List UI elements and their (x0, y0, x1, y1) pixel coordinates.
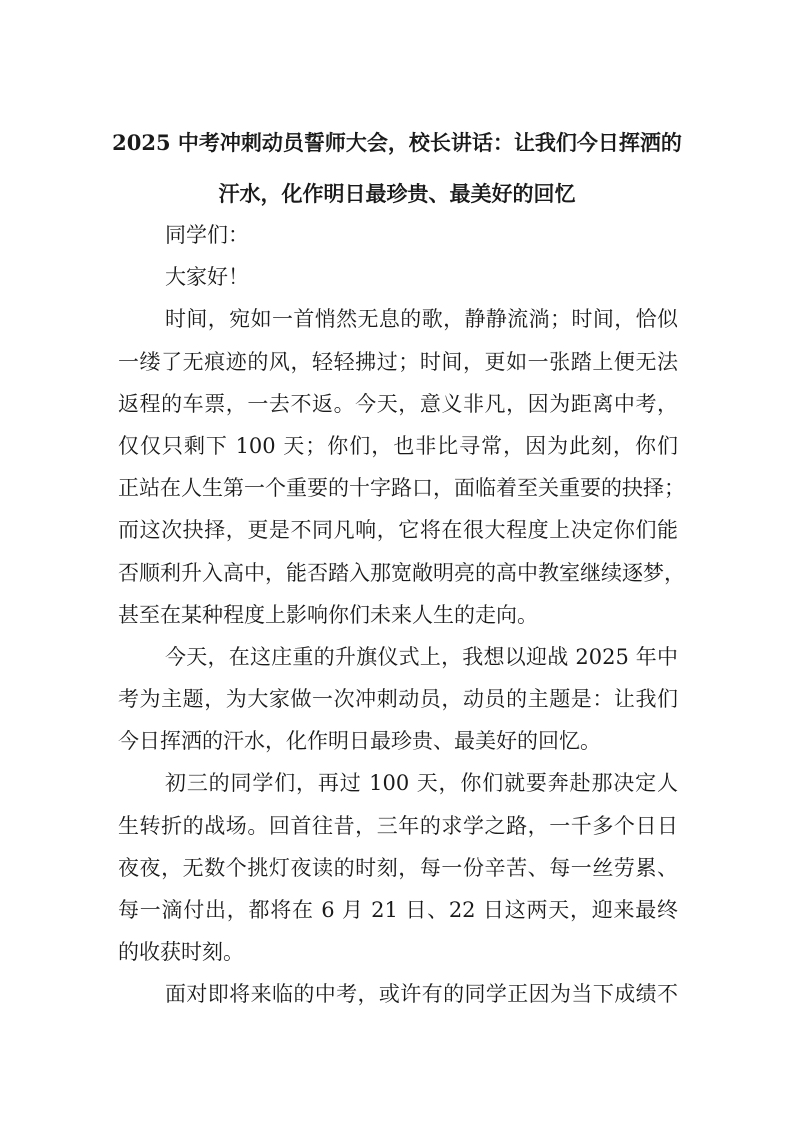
document-title-line-2: 汗水，化作明日最珍贵、最美好的回忆 (218, 181, 576, 206)
paragraph-line: 每一滴付出，都将在 6 月 21 日、22 日这两天，迎来最终 (118, 898, 678, 922)
paragraph-line: 而这次抉择，更是不同凡响，它将在很大程度上决定你们能 (118, 518, 678, 543)
paragraph-line: 时间，宛如一首悄然无息的歌，静静流淌；时间，恰似 (165, 307, 678, 332)
document-body (118, 214, 685, 1016)
salutation: 同学们： (165, 223, 249, 247)
paragraph-line: 今日挥洒的汗水，化作明日最珍贵、最美好的回忆。 (118, 729, 601, 754)
paragraph-line: 的收获时刻。 (118, 940, 244, 965)
paragraph-line: 返程的车票，一去不返。今天，意义非凡，因为距离中考， (118, 391, 678, 416)
paragraph-line: 否顺利升入高中，能否踏入那宽敞明亮的高中教室继续逐梦， (118, 560, 685, 585)
paragraph-line: 今天，在这庄重的升旗仪式上，我想以迎战 2025 年中 (165, 644, 678, 669)
paragraph-line: 初三的同学们，再过 100 天，你们就要奔赴那决定人 (165, 771, 678, 796)
paragraph-line: 甚至在某种程度上影响你们未来人生的走向。 (118, 602, 538, 627)
paragraph-line: 夜夜，无数个挑灯夜读的时刻，每一份辛苦、每一丝劳累、 (118, 855, 678, 880)
paragraph-line: 正站在人生第一个重要的十字路口，面临着至关重要的抉择； (118, 476, 685, 501)
paragraph-line: 考为主题，为大家做一次冲刺动员，动员的主题是：让我们 (118, 687, 678, 712)
paragraph-line: 一缕了无痕迹的风，轻轻拂过；时间，更如一张踏上便无法 (118, 349, 678, 374)
greeting: 大家好！ (165, 265, 249, 290)
paragraph-line: 仅仅只剩下 100 天；你们，也非比寻常，因为此刻，你们 (118, 433, 678, 458)
document-title-line-1: 2025 中考冲刺动员誓师大会，校长讲话：让我们今日挥洒的 (112, 130, 682, 155)
paragraph-line: 生转折的战场。回首往昔，三年的求学之路，一千多个日日 (118, 813, 678, 838)
paragraph-line: 面对即将来临的中考，或许有的同学正因为当下成绩不 (165, 982, 678, 1007)
